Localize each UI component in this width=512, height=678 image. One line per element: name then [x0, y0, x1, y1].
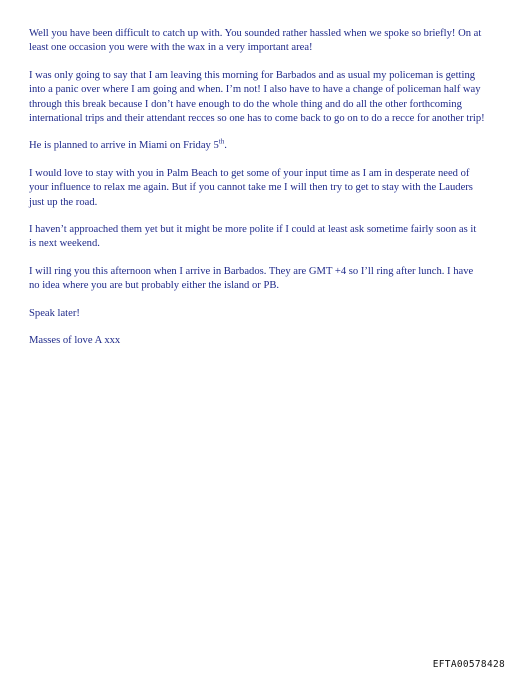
arrival-end: . [224, 140, 227, 152]
document-id-stamp: EFTA00578428 [432, 659, 505, 670]
letter-body [29, 27, 485, 362]
arrival-date-suffix: th [218, 137, 225, 146]
paragraph-arrival [29, 139, 485, 153]
paragraph-signoff: Masses of love A xxx [29, 335, 121, 347]
paragraph-speak-later: Speak later! [29, 307, 80, 319]
arrival-text: He is planned to arrive in Miami on Friday 5 [29, 140, 219, 152]
paragraph-barbados-trip: I was only going to say that I am leaving this morning for Barbados and as usual my policeman is getting into a panic over where I am going and when. I’m not! I also have to have a change of policeman half way through this break because I don’t have enough to do the whole thing and do all the other forthcoming international trips and their attendant recces so one has to come back to go on to do a recce for another trip! [29, 69, 485, 125]
paragraph-phone-call: I will ring you this afternoon when I arrive in Barbados. They are GMT +4 so I’ll ring after lunch. I have no idea where you are but probably either the island or PB. [29, 265, 474, 292]
paragraph-palm-beach: I would love to stay with you in Palm Beach to get some of your input time as I am in desperate need of your influence to relax me again. But if you cannot take me I will then try to get to stay with the Lauders just up the road. [29, 167, 473, 208]
paragraph-greeting: Well you have been difficult to catch up with. You sounded rather hassled when we spoke so briefly! On at least one occasion you were with the wax in a very important area! [29, 28, 482, 54]
paragraph-lauders: I haven’t approached them yet but it might be more polite if I could at least ask sometime fairly soon as it is next weekend. [29, 224, 477, 250]
